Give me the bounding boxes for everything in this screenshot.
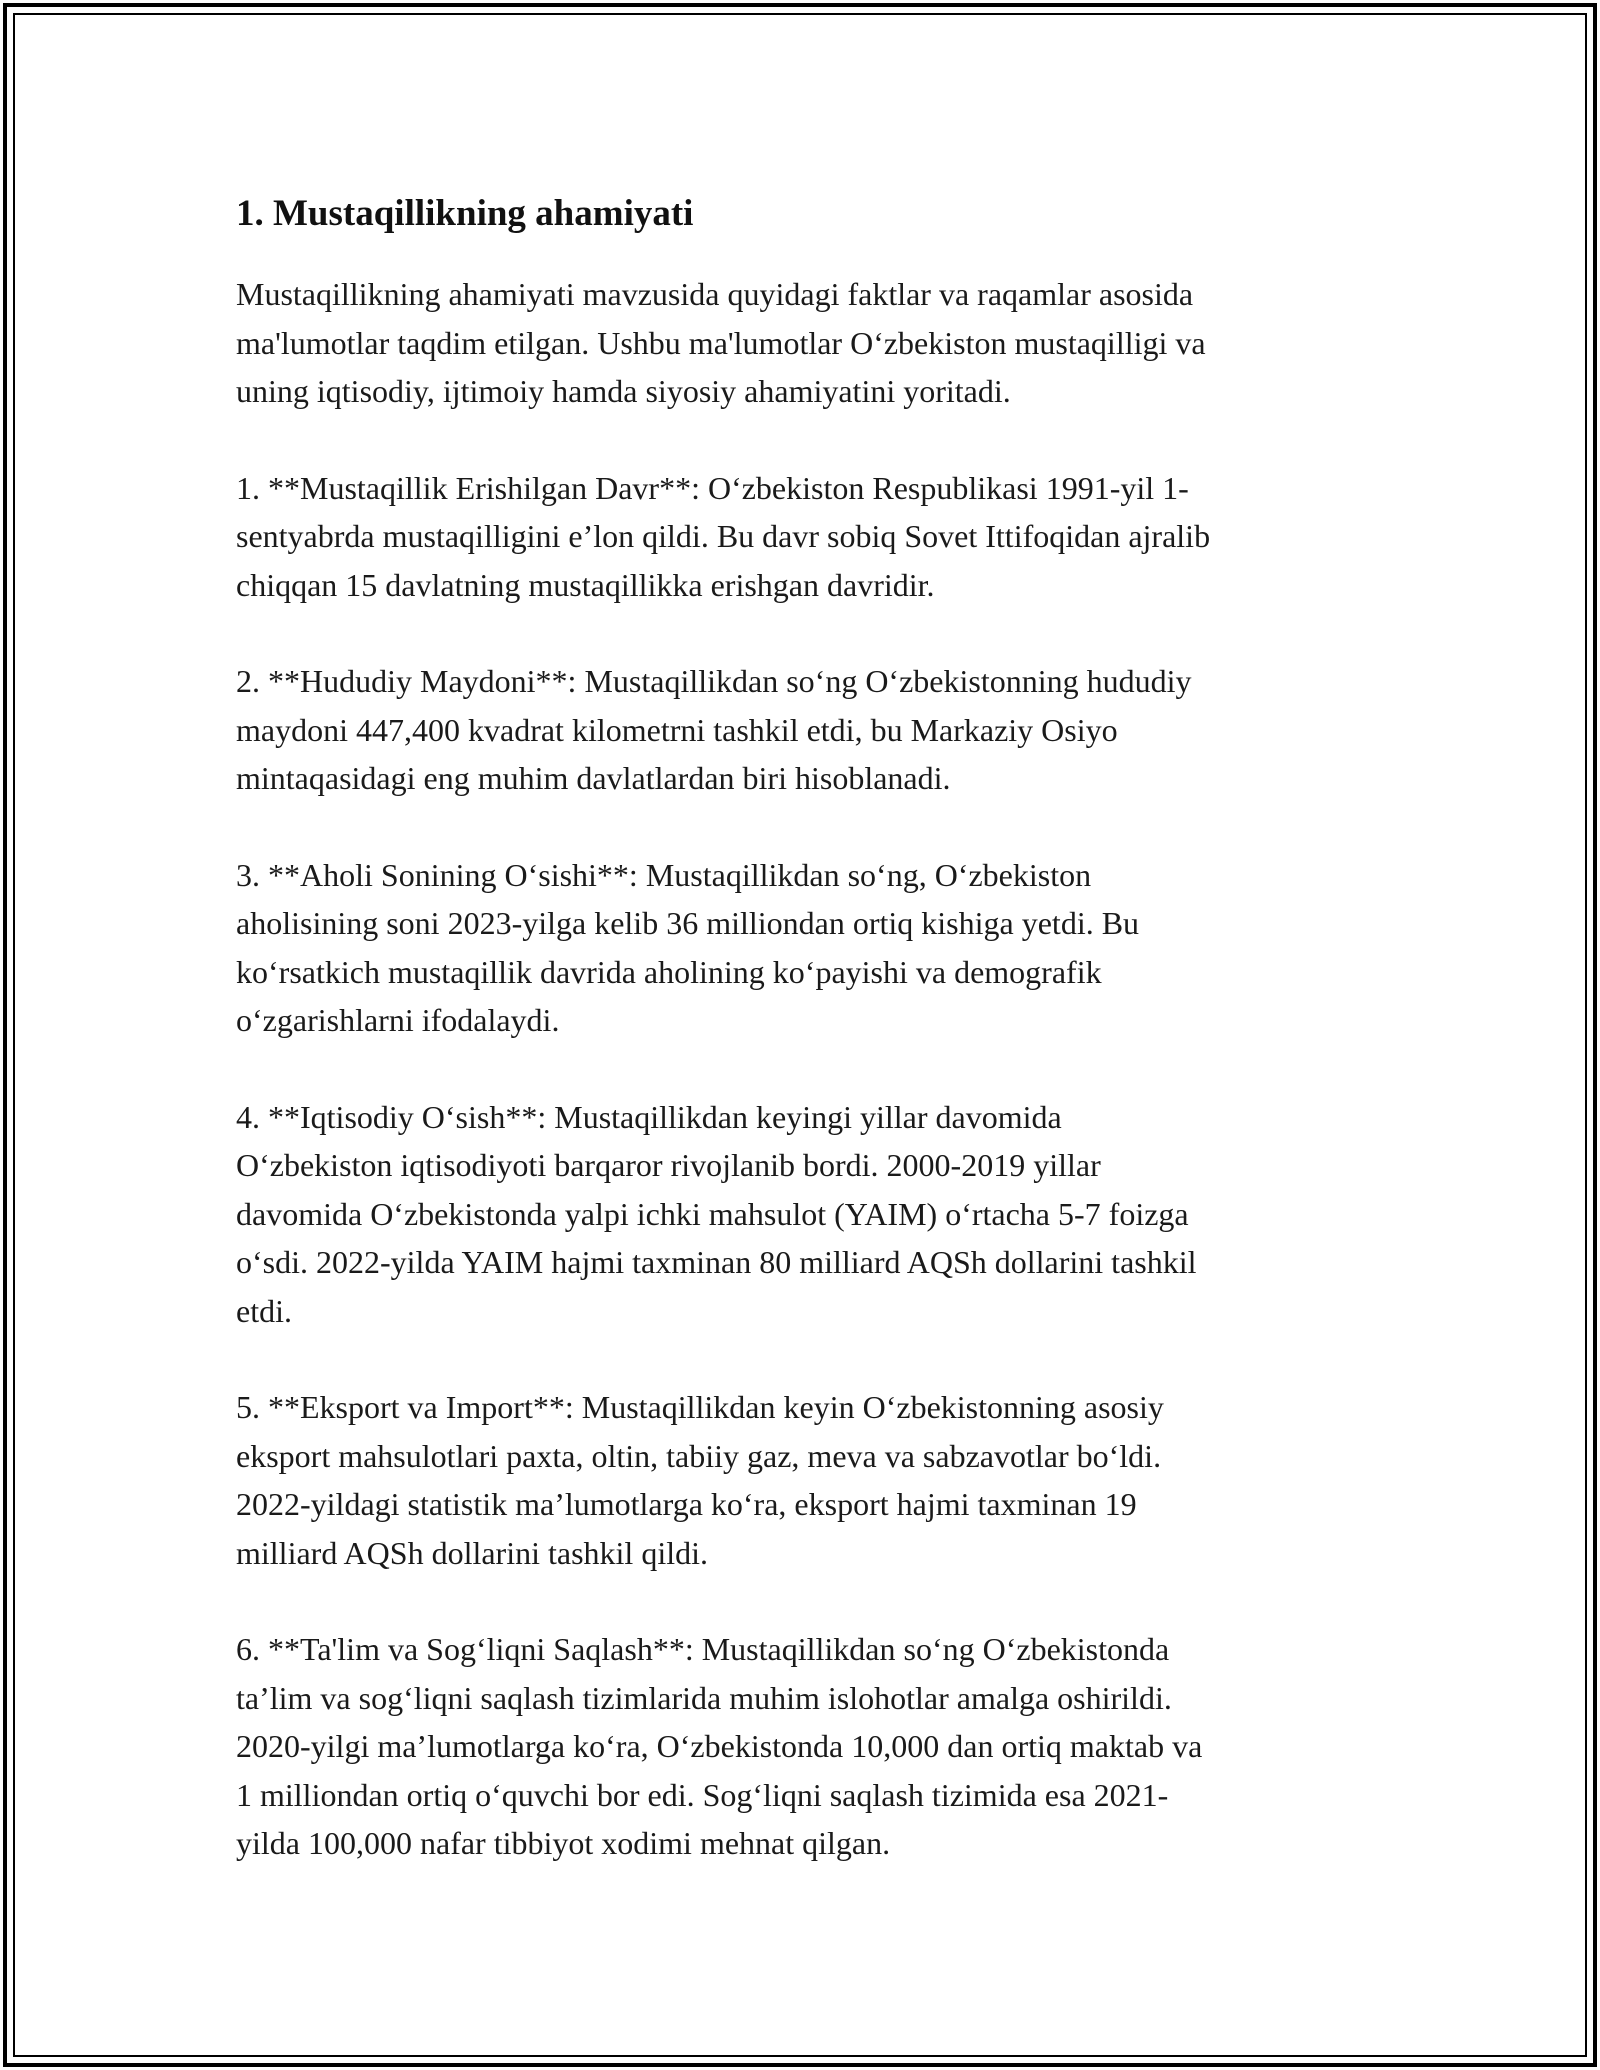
list-item-population-growth: 3. **Aholi Sonining O‘sishi**: Mustaqillikdan so‘ng, O‘zbekiston aholisining soni 2023-yilga kelib 36 milliondan ortiq kishiga yetdi. Bu ko‘rsatkich mustaqillik davrida aholining ko‘payishi va demografik o‘zgarishlarni ifodalaydi. xyxy=(236,856,1140,1038)
list-item-export-import: 5. **Eksport va Import**: Mustaqillikdan keyin O‘zbekistonning asosiy eksport mahsulotlari paxta, oltin, tabiiy gaz, meva va sabzavotlar bo‘ldi. 2022-yildagi statistik ma’lumotlarga ko‘ra, eksport hajmi taxminan 19 milliard AQSh dollarini tashkil qildi. xyxy=(236,1389,1164,1571)
list-item-territory: 2. **Hududiy Maydoni**: Mustaqillikdan so‘ng O‘zbekistonning hududiy maydoni 447,400 kvadrat kilometrni tashkil etdi, bu Markaziy Osiyo mintaqasidagi eng muhim davlatlardan biri hisoblanadi. xyxy=(236,663,1192,796)
document-body xyxy=(236,186,1366,1916)
list-item-education-health: 6. **Ta'lim va Sog‘liqni Saqlash**: Mustaqillikdan so‘ng O‘zbekistonda ta’lim va sog‘liqni saqlash tizimlarida muhim islohotlar amalga oshirildi. 2020-yilgi ma’lumotlarga ko‘ra, O‘zbekistonda 10,000 dan ortiq maktab va 1 milliondan ortiq o‘quvchi bor edi. Sog‘liqni saqlash tizimida esa 2021- yilda 100,000 nafar tibbiyot xodimi mehnat qilgan. xyxy=(236,1631,1203,1861)
intro-paragraph: Mustaqillikning ahamiyati mavzusida quyidagi faktlar va raqamlar asosida ma'lumotlar taqdim etilgan. Ushbu ma'lumotlar O‘zbekiston mustaqilligi va uning iqtisodiy, ijtimoiy hamda siyosiy ahamiyatini yoritadi. xyxy=(236,276,1206,409)
list-item-economic-growth: 4. **Iqtisodiy O‘sish**: Mustaqillikdan keyingi yillar davomida O‘zbekiston iqtisodiyoti barqaror rivojlanib bordi. 2000-2019 yillar davomida O‘zbekistonda yalpi ichki mahsulot (YAIM) o‘rtacha 5-7 foizga o‘sdi. 2022-yilda YAIM hajmi taxminan 80 milliard AQSh dollarini tashkil etdi. xyxy=(236,1098,1197,1329)
list-item-independence-period: 1. **Mustaqillik Erishilgan Davr**: O‘zbekiston Respublikasi 1991-yil 1- sentyabrda mustaqilligini e’lon qildi. Bu davr sobiq Sovet Ittifoqidan ajralib chiqqan 15 davlatning mustaqillikka erishgan davridir. xyxy=(236,469,1211,603)
section-heading: 1. Mustaqillikning ahamiyati xyxy=(236,193,694,234)
